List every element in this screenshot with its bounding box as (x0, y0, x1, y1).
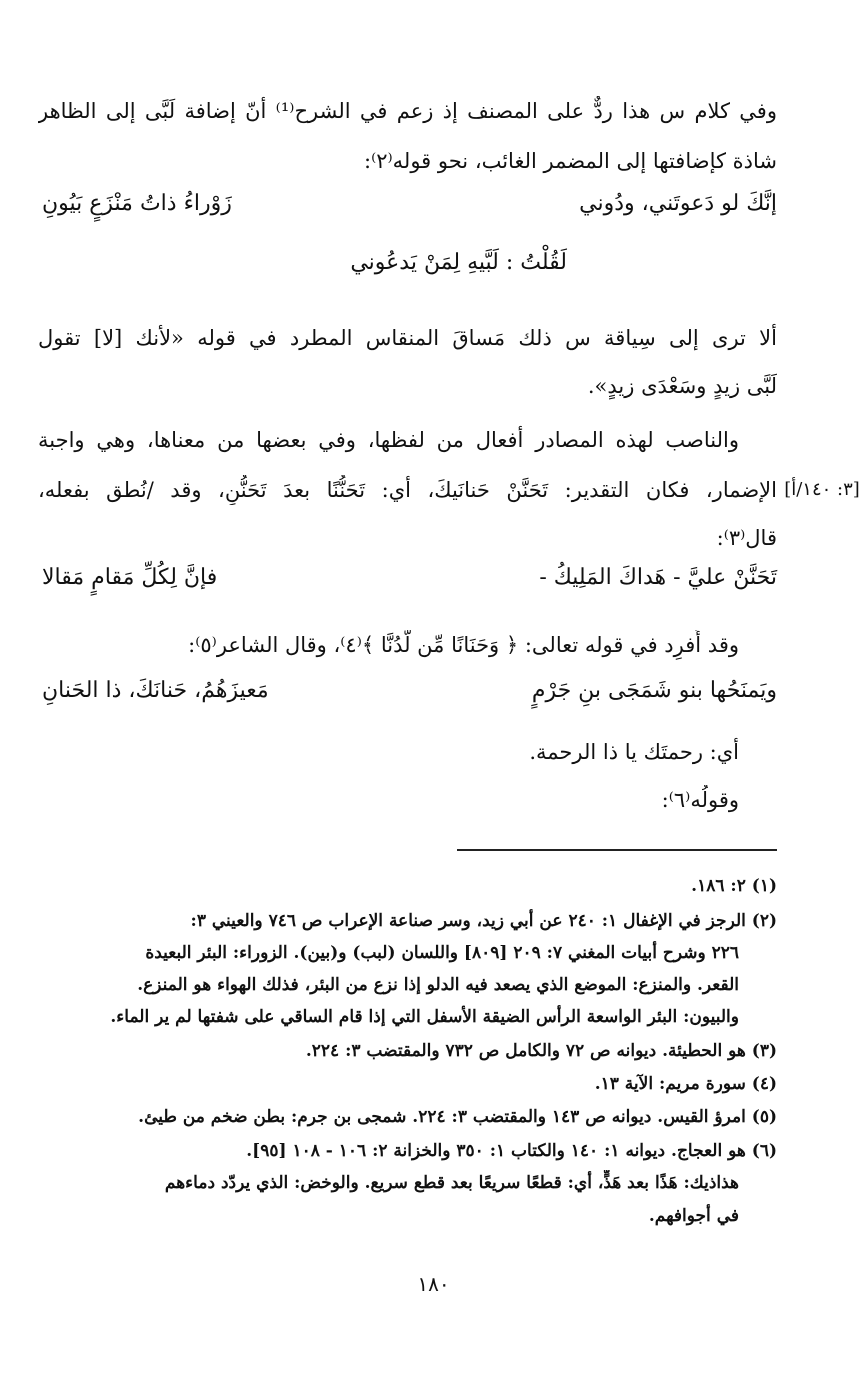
body-line: وقولُه⁽٦⁾: (661, 788, 739, 812)
body-line: لَبَّى زيدٍ وسَعْدَى زيدٍ». (587, 374, 777, 398)
body-line: وفي كلام س هذا ردٌّ على المصنف إذ زعم في الشرح⁽¹⁾ أنّ إضافة لَبَّى إلى الظاهر (38, 99, 777, 123)
verse-hemistich: مَعيزَهُمُ، حَنانَكَ، ذا الحَنانِ (42, 678, 269, 703)
footnote: (٦) هو العجاج. ديوانه ١: ١٤٠ والكتاب ١: ٣٥٠ والخزانة ٢: ١٠٦ - ١٠٨ [٩٥]. (246, 1141, 777, 1161)
footnote-separator (457, 849, 777, 851)
body-line: والناصب لهذه المصادر أفعال من لفظها، وفي بعضها من معناها، وهي واجبة (38, 428, 739, 452)
footnote: (٤) سورة مريم: الآية ١٣. (594, 1074, 777, 1094)
footnote: (٥) امرؤ القيس. ديوانه ص ١٤٣ والمقتضب ٣: ٢٢٤. شمجى بن جرم: بطن ضخم من طيئ. (138, 1107, 777, 1127)
footnote-continuation: والبيون: البئر الواسعة الرأس الضيقة الأسفل التي إذا قام الساقي على شفتها لم ير الماء. (110, 1007, 739, 1027)
body-line: أي: رحمتَك يا ذا الرحمة. (529, 740, 739, 764)
footnote-continuation: القعر. والمنزع: الموضع الذي يصعد فيه الدلو إذا نزع من البئر، فذلك الهواء هو المنزع. (137, 975, 739, 995)
verse-hemistich: إنَّكَ لو دَعوتَني، ودُوني (579, 191, 777, 216)
footnote: (١) ٢: ١٨٦. (691, 876, 777, 896)
page-number: ١٨٠ (417, 1272, 450, 1296)
footnote-continuation: هذاذيك: هَذًا بعد هَذٍّ، أي: قطعًا سريعًا بعد قطع سريع. والوخض: الذي يردّد دماءهم (164, 1173, 739, 1193)
verse-hemistich: لَقُلْتُ : لَبَّيهِ لِمَنْ يَدعُوني (350, 250, 567, 275)
verse-hemistich: ويَمنَحُها بنو شَمَجَى بنِ جَرْمٍ (531, 678, 777, 703)
body-line: قال⁽٣⁾: (716, 526, 777, 550)
footnote-continuation: ٢٢٦ وشرح أبيات المغني ٧: ٢٠٩ [٨٠٩] واللسان (لبب) و(بين). الزوراء: البئر البعيدة (145, 943, 739, 963)
margin-folio-reference: [٣: ١٤٠/أ] (784, 479, 860, 500)
footnote-continuation: في أجوافهم. (648, 1206, 739, 1226)
body-line: ألا ترى إلى سِياقة س ذلك مَساقَ المنقاس المطرد في قوله «لأنك [لا] تقول (38, 326, 777, 350)
body-line: وقد أُفرِد في قوله تعالى: ﴿ وَحَنَانًا مِّن لَّدُنَّا ﴾⁽٤⁾، وقال الشاعر⁽٥⁾: (188, 633, 739, 657)
footnote: (٣) هو الحطيئة. ديوانه ص ٧٢ والكامل ص ٧٣٢ والمقتضب ٣: ٢٢٤. (305, 1041, 777, 1061)
footnote: (٢) الرجز في الإغفال ١: ٢٤٠ عن أبي زيد، وسر صناعة الإعراب ص ٧٤٦ والعيني ٣: (190, 911, 777, 931)
verse-hemistich: زَوْراءُ ذاتُ مَنْزَعٍ بَيُونِ (42, 191, 232, 216)
verse-hemistich: تَحَنَّنْ عليَّ - هَداكَ المَلِيكُ - (539, 565, 777, 590)
body-line: الإضمار، فكان التقدير: تَحَنَّنْ حَنانَيكَ، أي: تَحَنُّنًا بعدَ تَحَنُّنٍ، وقد /نُطق بفعله، (38, 478, 777, 502)
body-line: شاذة كإضافتها إلى المضمر الغائب، نحو قوله⁽٢⁾: (364, 149, 777, 173)
verse-hemistich: فإنَّ لِكُلِّ مَقامٍ مَقالا (42, 565, 218, 590)
